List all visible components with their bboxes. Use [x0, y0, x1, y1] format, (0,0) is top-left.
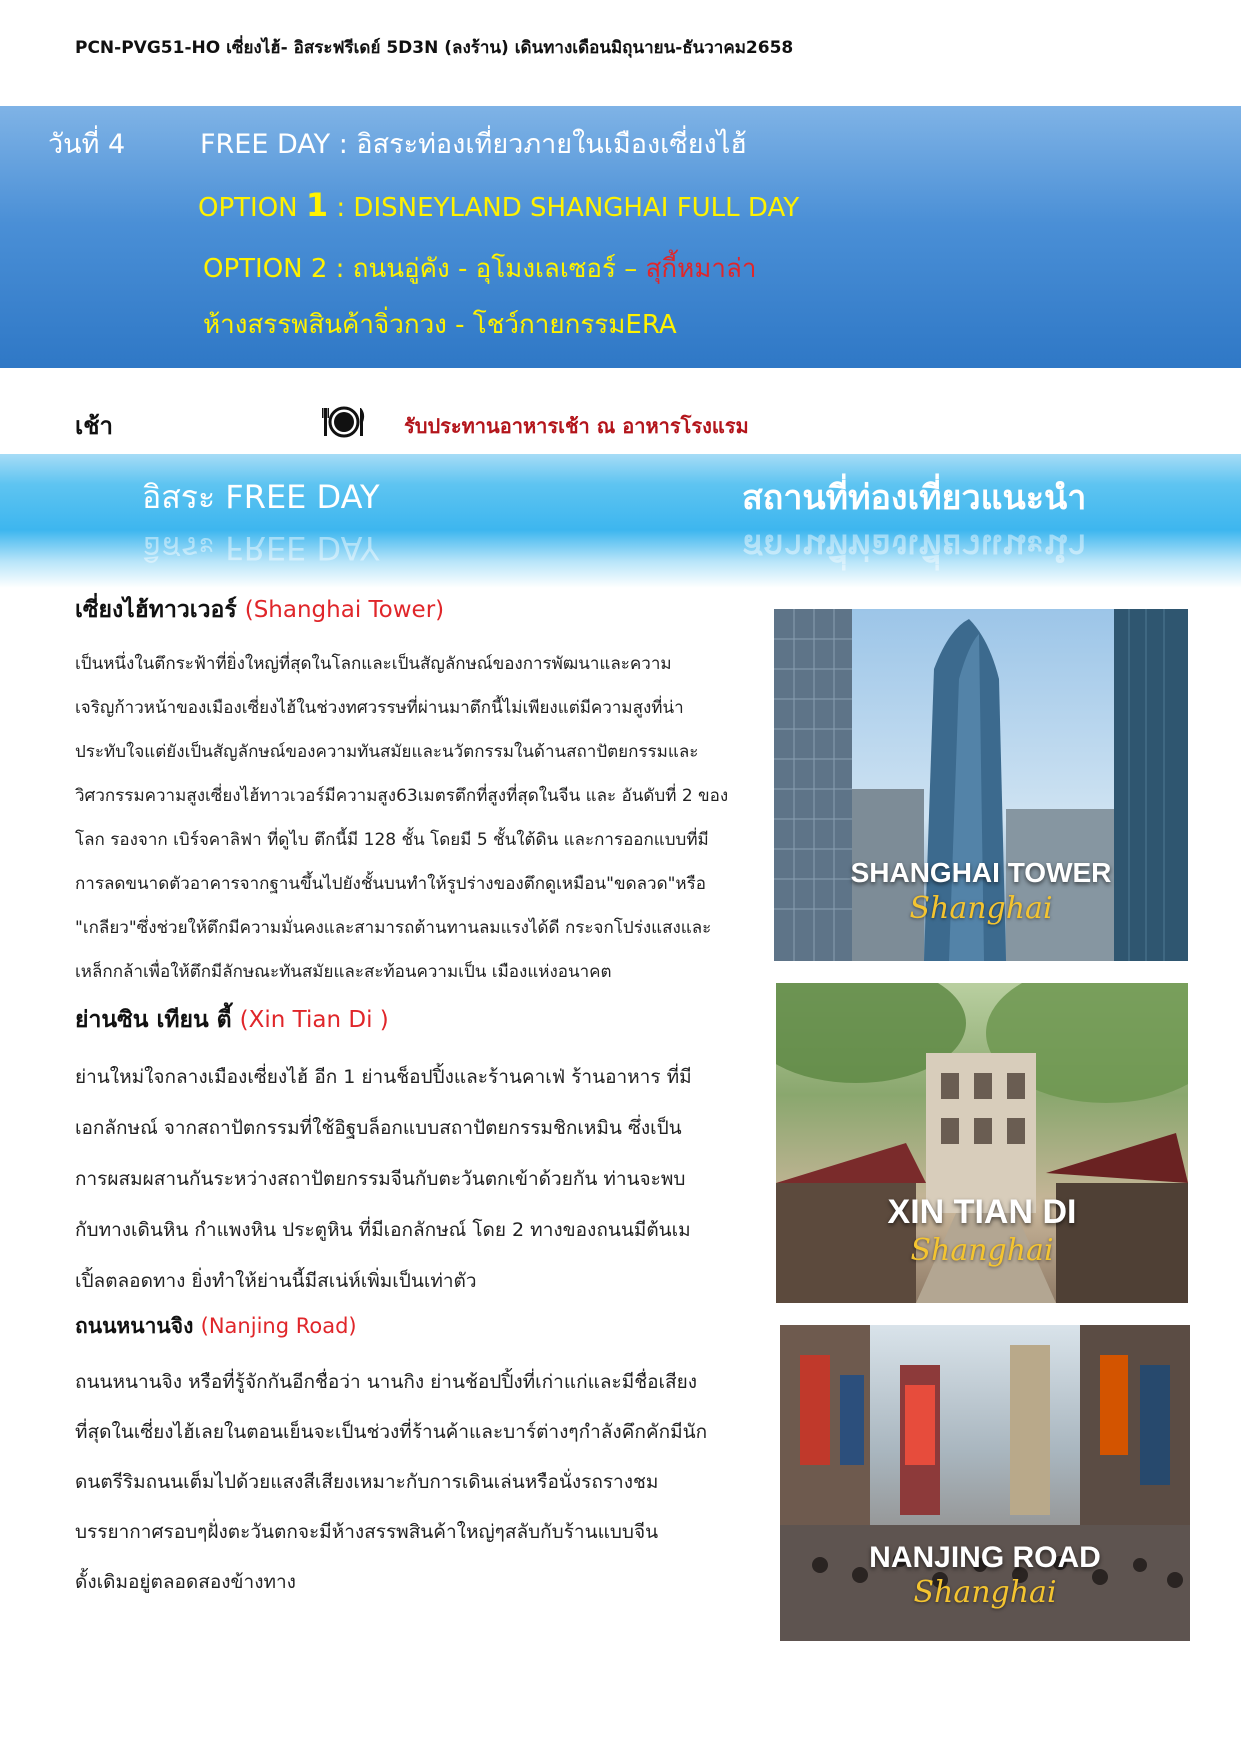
meal-time: เช้า [75, 412, 113, 440]
free-day-label: อิสระ FREE DAY [142, 478, 380, 516]
photo-caption-nanjing-road: NANJING ROAD [869, 1541, 1101, 1574]
photo-xin-tian-di [776, 983, 1188, 1303]
option-2-line-2: ห้างสรรพสินค้าจิ่วกวง - โชว์กายกรรมERA [203, 310, 677, 340]
section-text-xin-tian-di: ย่านใหม่ใจกลางเมืองเซี่ยงไฮ้ อีก 1 ย่านช็อปปิ้งและร้านคาเฟ่ ร้านอาหาร ที่มี เอกลักษณ์ จากสถาปัตกรรมที่ใช้อิฐบล็อกแบบสถาปัตยกรรมชิกเหมิน ซึ่งเป็น การผสมผสานกันระหว่างสถาปัตยกรรมจีนกับตะวันตกเข้าด้วยกัน ท่านจะพบ กับทางเดินหิน กำแพงหิน ประตูหิน ที่มีเอกลักษณ์ โดย 2 ทางของถนนมีต้นเม เปิ้ลตลอดทาง ยิ่งทำให้ย่านนี้มีสเน่ห์เพิ่มเป็นเท่าตัว [75, 1066, 692, 1292]
plate-cutlery-icon [322, 404, 366, 440]
option-2: OPTION 2 : ถนนอู่คัง - อุโมงเลเซอร์ – สุกี้หมาล่า [203, 254, 757, 284]
photo-script-xin-tian-di: Shanghai [910, 1233, 1054, 1268]
photo-script-shanghai-tower: Shanghai [909, 891, 1053, 926]
section-text-shanghai-tower: เป็นหนึ่งในตึกระฟ้าที่ยิ่งใหญ่ที่สุดในโลกและเป็นสัญลักษณ์ของการพัฒนาและความ เจริญก้าวหน้าของเมืองเซี่ยงไฮ้ในช่วงทศวรรษที่ผ่านมาตึกนี้ไม่เพียงแต่มีความสูงที่น่า ประทับใจแต่ยังเป็นสัญลักษณ์ของความทันสมัยและนวัตกรรมในด้านสถาปัตยกรรมและ วิศวกรรมความสูงเซี่ยงไฮ้ทาวเวอร์มีความสูง63เมตรตึกที่สูงที่สุดในจีน และ อันดับที่ 2 ของ โลก รองจาก เบิร์จคาลิฟา ที่ดูไบ ตึกนี้มี 128 ชั้น โดยมี 5 ชั้นใต้ดิน และการออกแบบที่มี การลดขนาดตัวอาคารจากฐานขึ้นไปยังชั้นบนทำให้รูปร่างของตึกดูเหมือน"ขดลวด"หรือ "เกลียว"ซึ่งช่วยให้ตึกมีความมั่นคงและสามารถต้านทานลมแรงได้ดี กระจกโปร่งแสงและ เหล็กกล้าเพื่อให้ตึกมีลักษณะทันสมัยและสะท้อนความเป็น เมืองแห่งอนาคต [75, 654, 729, 982]
day-banner [0, 106, 1241, 368]
photo-caption-shanghai-tower: SHANGHAI TOWER [850, 857, 1112, 888]
meal-text: รับประทานอาหารเช้า ณ อาหารโรงแรม [404, 414, 749, 438]
day-title: FREE DAY : อิสระท่องเที่ยวภายในเมืองเซี่ยงไฮ้ [200, 129, 747, 160]
free-day-label-reflection: อิสระ FREE DAY [142, 529, 380, 567]
day-label: วันที่ 4 [48, 129, 126, 160]
photo-shanghai-tower [774, 609, 1188, 961]
recommended-places-label: สถานที่ท่องเที่ยวแนะนำ [742, 478, 1087, 518]
section-text-nanjing-road: ถนนหนานจิง หรือที่รู้จักกันอีกชื่อว่า นานกิง ย่านช้อปปิ้งที่เก่าแก่และมีชื่อเสียง ที่สุดในเซี่ยงไฮ้เลยในตอนเย็นจะเป็นช่วงที่ร้านค้าและบาร์ต่างๆกำลังคึกคักมีนัก ดนตรีริมถนนเต็มไปด้วยแสงสีเสียงเหมาะกับการเดินเล่นหรือนั่งรถรางชม บรรยากาศรอบๆฝั่งตะวันตกจะมีห้างสรรพสินค้าใหญ่ๆสลับกับร้านแบบจีน ดั้งเดิมอยู่ตลอดสองข้างทาง [75, 1371, 708, 1593]
section-title-shanghai-tower: เซี่ยงไฮ้ทาวเวอร์ (Shanghai Tower) [75, 597, 445, 623]
photo-script-nanjing-road: Shanghai [913, 1575, 1057, 1610]
photo-nanjing-road [780, 1325, 1190, 1641]
meal-row [0, 404, 1241, 444]
free-day-bar-reflection [0, 526, 1241, 588]
free-day-bar [0, 454, 1241, 530]
section-title-xin-tian-di: ย่านซิน เทียน ตี้ (Xin Tian Di ) [75, 1007, 389, 1033]
option-2-highlight: สุกี้หมาล่า [645, 254, 757, 284]
recommended-places-reflection: สถานที่ท่องเที่ยวแนะนำ [742, 526, 1087, 566]
option-1: OPTION 1 : DISNEYLAND SHANGHAI FULL DAY [198, 186, 800, 224]
photo-caption-xin-tian-di: XIN TIAN DI [887, 1193, 1077, 1231]
document-header: PCN-PVG51-HO เซี่ยงไฮ้- อิสระฟรีเดย์ 5D3N (ลงร้าน) เดินทางเดือนมิถุนายน-ธันวาคม2658 [75, 38, 794, 58]
section-title-nanjing-road: ถนนหนานจิง (Nanjing Road) [75, 1314, 357, 1338]
